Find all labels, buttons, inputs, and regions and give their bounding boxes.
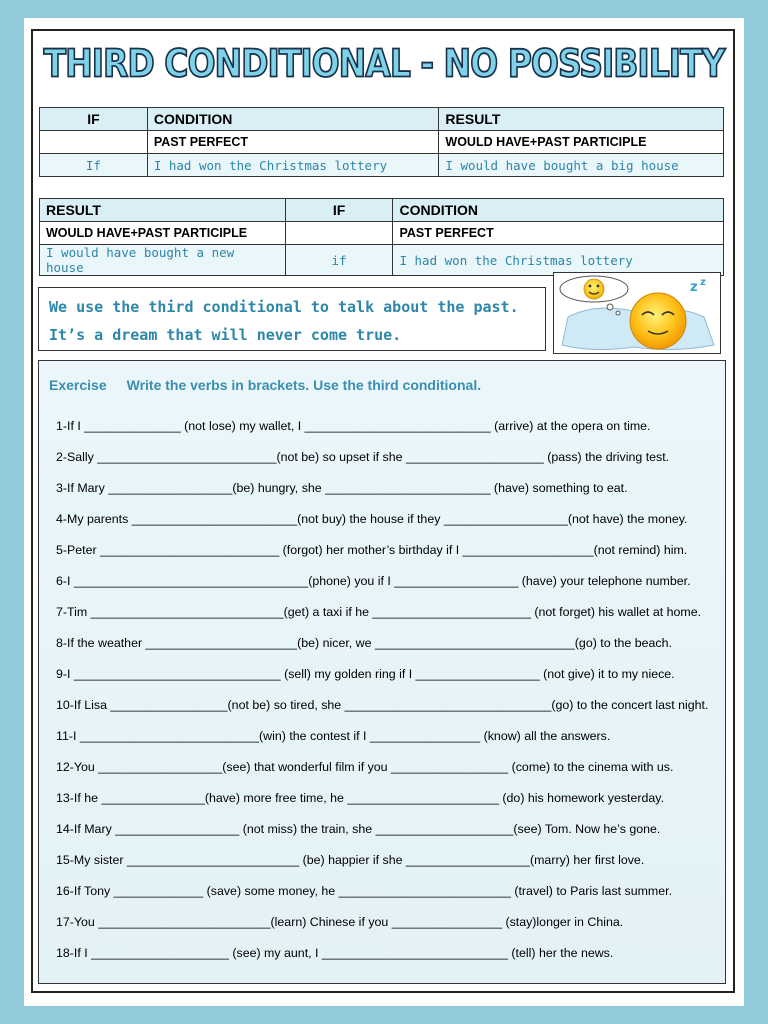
header-condition: CONDITION xyxy=(393,199,724,222)
example-result: I would have bought a new house xyxy=(40,245,286,276)
exercise-item: 3-If Mary __________________(be) hungry, she ________________________ (have) something to eat. xyxy=(56,481,628,495)
exercise-item: 13-If he _______________(have) more free time, he ______________________ (do) his homework yesterday. xyxy=(56,791,665,805)
exercise-item: 8-If the weather ______________________(be) nicer, we _____________________________(go) to the beach. xyxy=(56,636,672,650)
header-result: RESULT xyxy=(439,108,724,131)
example-result: I would have bought a big house xyxy=(439,154,724,177)
exercise-panel xyxy=(38,360,726,984)
sub-past-perfect: PAST PERFECT xyxy=(393,222,724,245)
explanation-line-2: It’s a dream that will never come true. xyxy=(49,326,402,344)
exercise-item: 18-If I ____________________ (see) my aunt, I ___________________________ (tell) her the news. xyxy=(56,946,614,960)
rule-table-result-first xyxy=(39,198,724,276)
header-if: IF xyxy=(40,108,148,131)
exercise-item: 14-If Mary __________________ (not miss) the train, she ____________________(see) Tom. Now he’s gone. xyxy=(56,822,661,836)
exercise-item: 7-Tim ____________________________(get) a taxi if he _______________________ (not forget) his wallet at home. xyxy=(56,605,702,619)
sub-would-have: WOULD HAVE+PAST PARTICIPLE xyxy=(40,222,286,245)
explanation-line-1: We use the third conditional to talk about the past. xyxy=(49,298,519,316)
exercise-instruction: Write the verbs in brackets. Use the third conditional. xyxy=(126,377,482,393)
svg-text:z: z xyxy=(690,280,698,295)
header-if: IF xyxy=(285,199,393,222)
exercise-heading xyxy=(49,377,481,393)
page-title: THIRD CONDITIONAL - NO POSSIBILITY xyxy=(43,41,725,86)
exercise-item: 2-Sally __________________________(not be) so upset if she ____________________ (pass) the driving test. xyxy=(56,450,670,464)
exercise-item: 6-I __________________________________(phone) you if I __________________ (have) your telephone number. xyxy=(56,574,691,588)
rule-table-if-first xyxy=(39,107,724,177)
exercise-item: 1-If I ______________ (not lose) my wallet, I ___________________________ (arrive) at the opera on time. xyxy=(56,419,651,433)
exercise-item: 5-Peter __________________________ (forgot) her mother’s birthday if I ___________________(not remind) him. xyxy=(56,543,688,557)
sleeping-sun-dreaming-icon xyxy=(553,272,721,354)
example-if: if xyxy=(285,245,393,276)
exercise-item: 9-I ______________________________ (sell) my golden ring if I __________________ (not give) it to my niece. xyxy=(56,667,675,681)
exercise-label: Exercise xyxy=(49,377,107,393)
exercise-item: 17-You _________________________(learn) Chinese if you ________________ (stay)longer in China. xyxy=(56,915,624,929)
exercise-item: 4-My parents ________________________(not buy) the house if they __________________(not have) the money. xyxy=(56,512,688,526)
exercise-item: 10-If Lisa _________________(not be) so tired, she ______________________________(go) to the concert last night. xyxy=(56,698,709,712)
example-condition: I had won the Christmas lottery xyxy=(147,154,439,177)
sub-empty xyxy=(40,131,148,154)
exercise-item: 11-I __________________________(win) the contest if I ________________ (know) all the answers. xyxy=(56,729,611,743)
sub-past-perfect: PAST PERFECT xyxy=(147,131,439,154)
exercise-item: 12-You __________________(see) that wonderful film if you _________________ (come) to the cinema with us. xyxy=(56,760,674,774)
sub-empty xyxy=(285,222,393,245)
exercise-item: 16-If Tony _____________ (save) some money, he _________________________ (travel) to Paris last summer. xyxy=(56,884,673,898)
svg-text:z: z xyxy=(700,277,706,288)
exercise-item: 15-My sister _________________________ (be) happier if she __________________(marry) her first love. xyxy=(56,853,645,867)
header-condition: CONDITION xyxy=(147,108,439,131)
explanation-box xyxy=(38,287,546,351)
example-if: If xyxy=(40,154,148,177)
sub-would-have: WOULD HAVE+PAST PARTICIPLE xyxy=(439,131,724,154)
header-result: RESULT xyxy=(40,199,286,222)
example-condition: I had won the Christmas lottery xyxy=(393,245,724,276)
